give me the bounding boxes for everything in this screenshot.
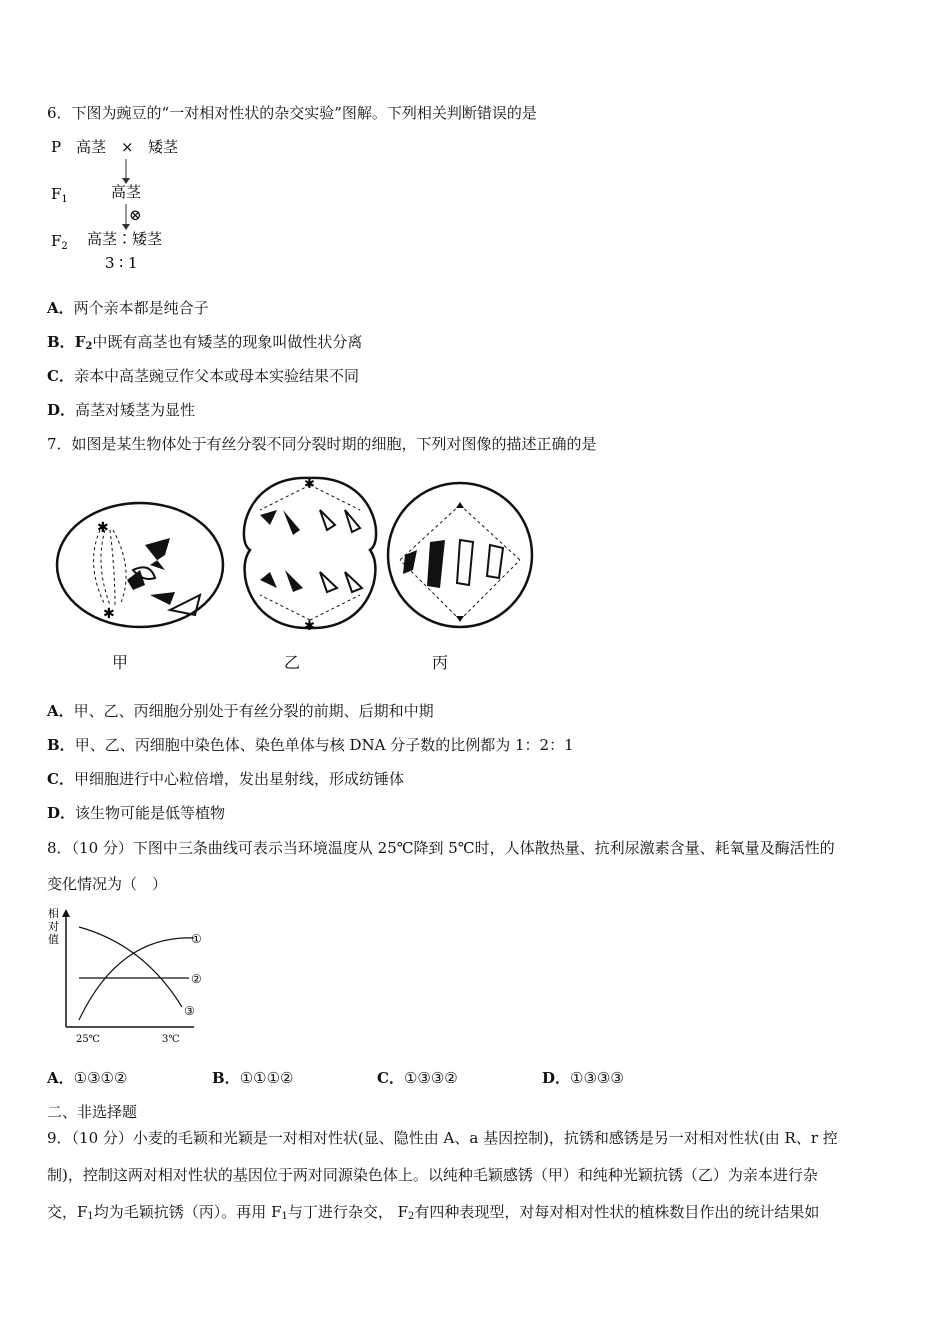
q8-stem-line1: 8．（10 分）下图中三条曲线可表示当环境温度从 25℃降到 5℃时，人体散热量、抗利尿激素含量、耗氧量及酶活性的 [47,839,835,857]
p-label: P [51,138,62,156]
parent1-tall: 高茎 [76,138,107,156]
q8-choice-b: B．①①①② [212,1069,294,1087]
f2-ratio: 3 ∶ 1 [105,254,138,272]
q7-option-d: D．该生物可能是低等植物 [47,804,226,822]
q7-option-a: A．甲、乙、丙细胞分别处于有丝分裂的前期、后期和中期 [47,702,434,720]
f2-result: 高茎∶矮茎 [87,230,163,248]
cell-label-yi: 乙 [284,653,301,672]
x-end-label: 3℃ [162,1034,180,1045]
svg-text:✱: ✱ [97,520,109,536]
ylabel-char-3: 值 [48,933,59,946]
curve-label-1: ① [191,932,202,946]
svg-text:✱: ✱ [304,477,315,492]
q8-choice-d: D．①③③③ [542,1069,624,1087]
cell-jia [57,503,223,627]
selfing-symbol: ⊗ [129,206,142,224]
f1-label: $F_1$ [51,185,68,205]
ylabel-char-2: 对 [48,920,59,933]
q6-option-d: D．高茎对矮茎为显性 [47,401,196,419]
svg-text:✱: ✱ [103,606,115,622]
q9-line2: 制)，控制这两对相对性状的基因位于两对同源染色体上。以纯种毛颖感锈（甲）和纯种光颖抗锈（乙）为亲本进行杂 [47,1166,818,1184]
q6-cross-diagram [45,134,205,279]
q8-choice-a: A．①③①② [47,1069,128,1087]
cell-bing [388,483,532,627]
svg-text:✱: ✱ [304,619,315,634]
q7-cells-figure [55,470,535,640]
q7-option-c: C．甲细胞进行中心粒倍增，发出星射线，形成纺锤体 [47,770,404,788]
f1-result: 高茎 [111,183,142,201]
q9-line1: 9．（10 分）小麦的毛颖和光颖是一对相对性状(显、隐性由 A、a 基因控制)，抗锈和感锈是另一对相对性状(由 R、r 控 [47,1129,838,1147]
cross-symbol: × [121,138,134,156]
curve-label-2: ② [191,972,202,986]
q7-stem: 7．如图是某生物体处于有丝分裂不同分裂时期的细胞，下列对图像的描述正确的是 [47,435,597,453]
parent2-short: 矮茎 [148,138,179,156]
q9-line3: 交，$F_1$均为毛颖抗锈（丙）。再用 $F_1$与丁进行杂交， $F_2$有四种表现型，对每对相对性状的植株数目作出的统计结果如 [47,1203,820,1222]
q8-stem-line2: 变化情况为（ ） [47,875,168,893]
q6-option-b: B．$F_2$中既有高茎也有矮茎的现象叫做性状分离 [47,333,363,352]
ylabel-char-1: 相 [48,907,59,920]
q7-option-b: B．甲、乙、丙细胞中染色体、染色单体与核 DNA 分子数的比例都为 1：2：1 [47,736,574,754]
q8-curve-chart [44,905,214,1050]
q6-stem: 6．下图为豌豆的“一对相对性状的杂交实验”图解。下列相关判断错误的是 [47,104,537,122]
q6-option-a: A．两个亲本都是纯合子 [47,299,209,317]
q8-choice-c: C．①③③② [377,1069,458,1087]
q6-option-c: C．亲本中高茎豌豆作父本或母本实验结果不同 [47,367,359,385]
cell-label-jia: 甲 [112,653,129,672]
curve-label-3: ③ [184,1004,195,1018]
f2-label: $F_2$ [51,232,68,252]
cell-label-bing: 丙 [432,653,449,672]
curve-3 [79,927,182,1007]
section-heading: 二、非选择题 [47,1103,138,1121]
curve-1 [79,938,194,1020]
cell-yi [244,477,376,634]
x-start-label: 25℃ [76,1034,100,1045]
